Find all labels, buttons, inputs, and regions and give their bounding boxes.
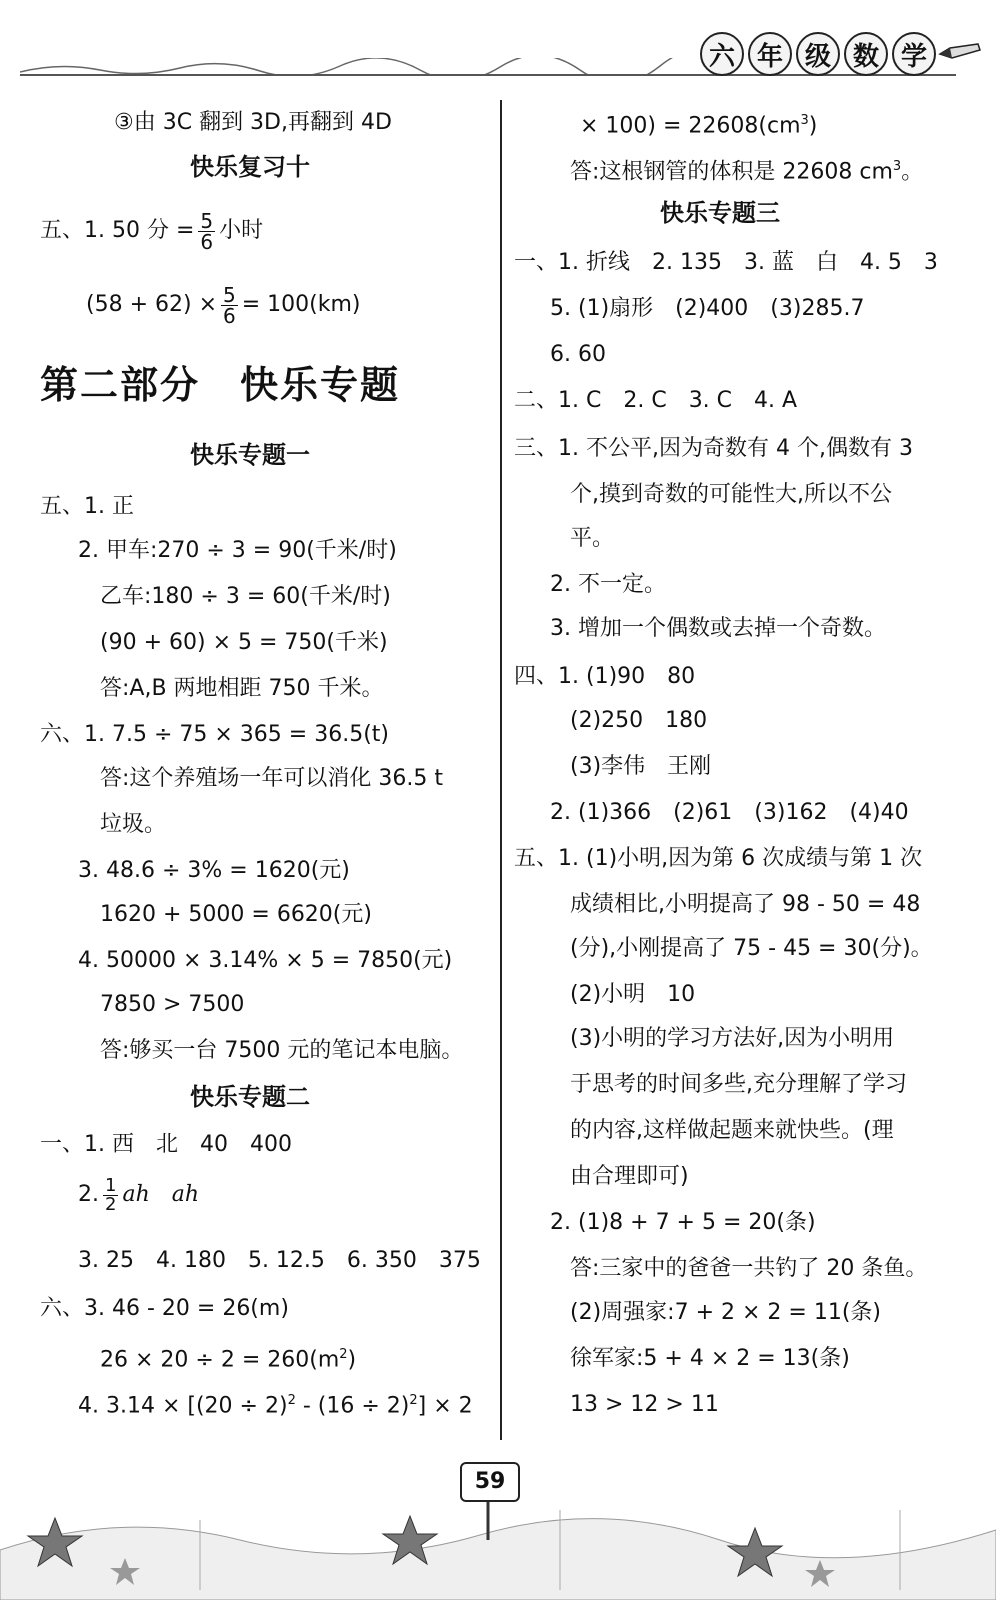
text: ] × 2 [417, 1393, 473, 1419]
answer-line: 由合理即可) [570, 1164, 689, 1189]
pencil-icon [938, 40, 982, 68]
answer-line: (3)李伟 王刚 [570, 754, 712, 779]
answer-line: 徐军家:5 + 4 × 2 = 13(条) [570, 1346, 850, 1371]
numerator: 5 [200, 208, 214, 233]
fraction [221, 282, 238, 328]
answer-line: 三、1. 不公平,因为奇数有 4 个,偶数有 3 [514, 436, 913, 461]
answer-line-fraction [78, 1170, 199, 1220]
text: 4. 3.14 × [(20 ÷ 2) [78, 1393, 288, 1419]
answer-line: 2. (1)8 + 7 + 5 = 20(条) [550, 1210, 816, 1235]
answer-line: 4. 50000 × 3.14% × 5 = 7850(元) [78, 948, 453, 973]
page-number: 59 [460, 1462, 520, 1502]
superscript: 2 [287, 1393, 296, 1408]
title-char: 级 [796, 32, 840, 76]
answer-line: 个,摸到奇数的可能性大,所以不公 [570, 482, 892, 507]
answer-line: 六、3. 46 - 20 = 26(m) [40, 1296, 289, 1321]
answer-line: 3. 增加一个偶数或去掉一个奇数。 [550, 616, 886, 641]
answer-line: (分),小刚提高了 75 - 45 = 30(分)。 [570, 936, 933, 961]
answer-line: (2)250 180 [570, 708, 708, 733]
answer-line: 四、1. (1)90 80 [514, 664, 696, 689]
text: 小时 [219, 218, 264, 243]
denominator: 6 [223, 303, 236, 328]
answer-line: 答:A,B 两地相距 750 千米。 [100, 676, 384, 701]
answer-line: 7850 > 7500 [100, 992, 245, 1017]
numerator: 1 [105, 1174, 117, 1196]
title-char: 数 [844, 32, 888, 76]
answer-line: 五、1. (1)小明,因为第 6 次成绩与第 1 次 [514, 846, 923, 871]
text: ) [808, 113, 818, 139]
answer-line [580, 106, 818, 139]
answer-line: ③由 3C 翻到 3D,再翻到 4D [114, 110, 392, 135]
answer-line: 于思考的时间多些,充分理解了学习 [570, 1072, 907, 1097]
section-title-review-10: 快乐复习十 [190, 153, 310, 181]
section-title-topic-1: 快乐专题一 [190, 441, 310, 469]
text: 答:这根钢管的体积是 22608 cm [570, 159, 893, 185]
answer-line: 6. 60 [550, 342, 606, 367]
answer-line: 六、1. 7.5 ÷ 75 × 365 = 36.5(t) [40, 722, 389, 747]
answer-line [78, 1386, 473, 1419]
answer-line: 2. (1)366 (2)61 (3)162 (4)40 [550, 800, 909, 825]
answer-line: 13 > 12 > 11 [570, 1392, 719, 1417]
answer-line: 垃圾。 [100, 812, 167, 837]
answer-line [100, 1340, 357, 1373]
text: 五、1. 50 分 = [40, 218, 195, 243]
superscript: 2 [409, 1393, 418, 1408]
part-title: 第二部分 快乐专题 [40, 363, 401, 407]
title-char: 六 [700, 32, 744, 76]
numerator: 5 [223, 282, 236, 307]
title-char: 年 [748, 32, 792, 76]
superscript: 3 [892, 159, 902, 174]
text: 26 × 20 ÷ 2 = 260(m [100, 1347, 340, 1373]
page-header [0, 0, 996, 90]
answer-line-fraction [86, 280, 361, 330]
answer-line: (2)周强家:7 + 2 × 2 = 11(条) [570, 1300, 881, 1325]
text: = 100(km) [241, 292, 361, 317]
answer-line: 一、1. 折线 2. 135 3. 蓝 白 4. 5 3 [514, 250, 938, 275]
answer-line: 五、1. 正 [40, 494, 134, 519]
answer-line: (3)小明的学习方法好,因为小明用 [570, 1026, 895, 1051]
denominator: 6 [200, 229, 214, 254]
answer-line: 二、1. C 2. C 3. C 4. A [514, 388, 798, 413]
text: 。 [901, 159, 924, 185]
answer-line: 答:够买一台 7500 元的笔记本电脑。 [100, 1038, 464, 1063]
answer-line [570, 152, 924, 185]
answer-line: 的内容,这样做起题来就快些。(理 [570, 1118, 894, 1143]
answer-line: (90 + 60) × 5 = 750(千米) [100, 630, 388, 655]
text: - (16 ÷ 2) [295, 1393, 410, 1419]
answer-line: 一、1. 西 北 40 400 [40, 1132, 292, 1157]
section-title-topic-2: 快乐专题二 [190, 1083, 310, 1111]
answer-line: 5. (1)扇形 (2)400 (3)285.7 [550, 296, 865, 321]
title-char: 学 [892, 32, 936, 76]
section-title-topic-3: 快乐专题三 [660, 199, 780, 227]
answer-line: 乙车:180 ÷ 3 = 60(千米/时) [100, 584, 391, 609]
text: × 100) = 22608(cm [580, 113, 801, 139]
superscript: 2 [339, 1347, 348, 1362]
text: ) [347, 1347, 357, 1373]
grade-subject-title [700, 32, 936, 76]
answer-line: 平。 [570, 526, 615, 551]
text: 2. [78, 1182, 99, 1207]
text: ah ah [122, 1182, 200, 1207]
text: (58 + 62) × [86, 292, 218, 317]
answer-line: 3. 25 4. 180 5. 12.5 6. 350 375 [78, 1248, 481, 1273]
answer-line: 1620 + 5000 = 6620(元) [100, 902, 372, 927]
answer-line: (2)小明 10 [570, 982, 696, 1007]
answer-line: 2. 不一定。 [550, 572, 666, 597]
answer-line: 成绩相比,小明提高了 98 - 50 = 48 [570, 892, 921, 917]
answer-line: 3. 48.6 ÷ 3% = 1620(元) [78, 858, 350, 883]
answer-line: 2. 甲车:270 ÷ 3 = 90(千米/时) [78, 538, 397, 563]
denominator: 2 [105, 1193, 117, 1215]
answer-line: 答:这个养殖场一年可以消化 36.5 t [100, 766, 444, 791]
column-divider [500, 100, 502, 1440]
answer-line: 答:三家中的爸爸一共钓了 20 条鱼。 [570, 1256, 928, 1281]
fraction [198, 208, 215, 254]
superscript: 3 [800, 113, 809, 128]
fraction [103, 1174, 118, 1215]
answer-line-fraction [40, 206, 263, 256]
